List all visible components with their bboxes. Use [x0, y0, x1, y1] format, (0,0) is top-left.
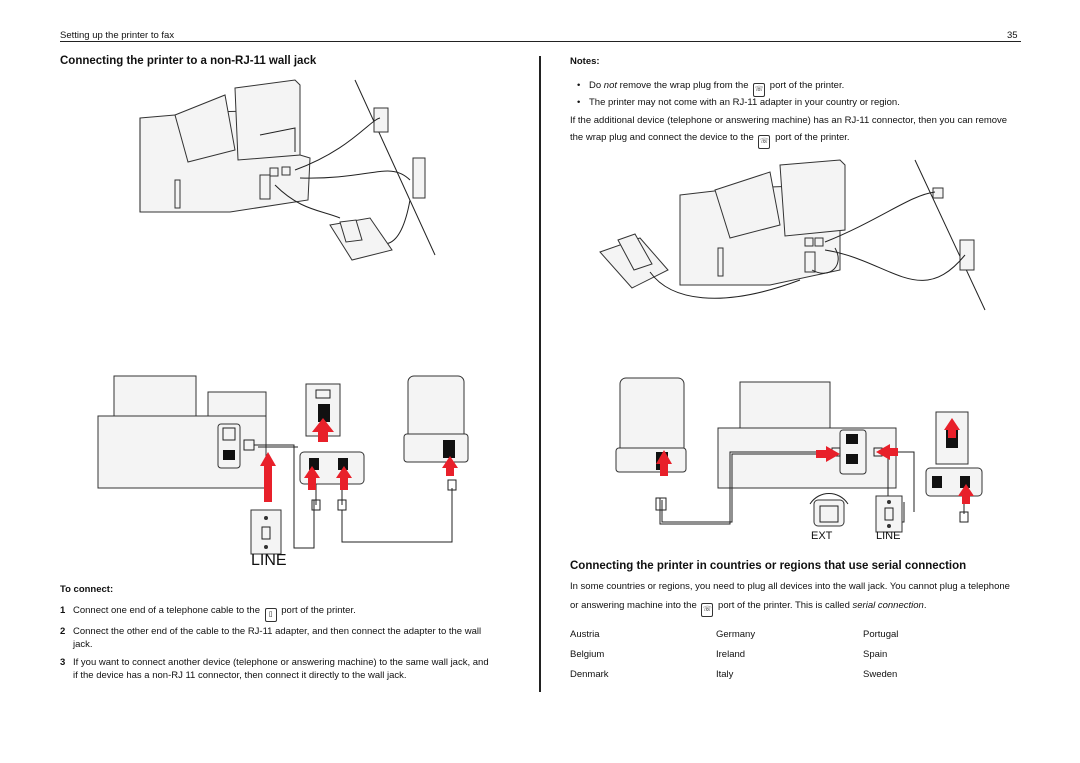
column-divider [539, 56, 541, 692]
step-number: 3 [60, 657, 66, 668]
para-text: or answering machine into the [570, 600, 697, 611]
note-text: remove the wrap plug from the [617, 80, 749, 91]
para-rj11-device-line1: If the additional device (telephone or answering machine) has an RJ-11 connector, then you can remove [570, 115, 1008, 126]
step-text: jack. [73, 638, 93, 650]
para-rj11-device-line2 [570, 131, 850, 149]
section-title-non-rj11: Connecting the printer to a non-RJ-11 wall jack [60, 55, 317, 67]
para-text: . [923, 600, 927, 611]
note-text: The printer may not come with an RJ-11 adapter in your country or region. [589, 97, 900, 108]
step-text: Connect the other end of the cable to the RJ-11 adapter, and then connect the adapter to the wall [73, 626, 482, 637]
note-text: port of the printer. [769, 80, 845, 91]
para-text: port of the printer. [775, 132, 850, 143]
page-number: 35 [1007, 30, 1018, 41]
serial-connection-diagram [614, 372, 994, 542]
line-label-right: LINE [876, 530, 901, 542]
country-cell: Sweden [863, 669, 898, 680]
step-number: 1 [60, 605, 66, 616]
country-cell: Germany [716, 629, 756, 640]
country-cell: Denmark [570, 669, 609, 680]
ext-port-icon: ☏ [701, 603, 713, 617]
note-emphasis: not [603, 80, 618, 91]
running-header: Setting up the printer to fax [60, 30, 175, 41]
printer-adapter-line-diagram [98, 370, 478, 570]
printer-wall-jack-illustration [130, 80, 440, 275]
ext-port-icon: ☏ [753, 83, 765, 97]
to-connect-label: To connect: [60, 584, 114, 595]
country-cell: Ireland [716, 649, 746, 660]
ext-label: EXT [811, 530, 833, 542]
step-text: If you want to connect another device (telephone or answering machine) to the same wall jack, and [73, 657, 489, 668]
para-serial-line1: In some countries or regions, you need to plug all devices into the wall jack. You cannot plug a telephone [570, 581, 1010, 592]
para-text: port of the printer. This is called [718, 600, 853, 611]
header-rule [60, 41, 1021, 42]
step-text: if the device has a non-RJ 11 connector, then connect it directly to the wall jack. [73, 669, 407, 681]
printer-phone-wall-jack-illustration [600, 160, 990, 330]
country-cell: Portugal [863, 629, 899, 640]
para-emphasis: serial connection [852, 600, 924, 611]
country-cell: Austria [570, 629, 600, 640]
step-text: port of the printer. [281, 605, 356, 616]
note-text: Do [589, 80, 604, 91]
section-title-serial: Connecting the printer in countries or regions that use serial connection [570, 560, 967, 572]
ext-port-icon: ☏ [758, 135, 770, 149]
line-label: LINE [251, 552, 287, 569]
country-cell: Italy [716, 669, 734, 680]
step-number: 2 [60, 626, 66, 637]
line-port-icon: ▯ [265, 608, 277, 622]
para-serial-line2 [570, 599, 926, 617]
notes-label: Notes: [570, 56, 600, 67]
para-text: the wrap plug and connect the device to the [570, 132, 754, 143]
country-cell: Belgium [570, 649, 605, 660]
step-text: Connect one end of a telephone cable to the [73, 605, 260, 616]
country-cell: Spain [863, 649, 888, 660]
